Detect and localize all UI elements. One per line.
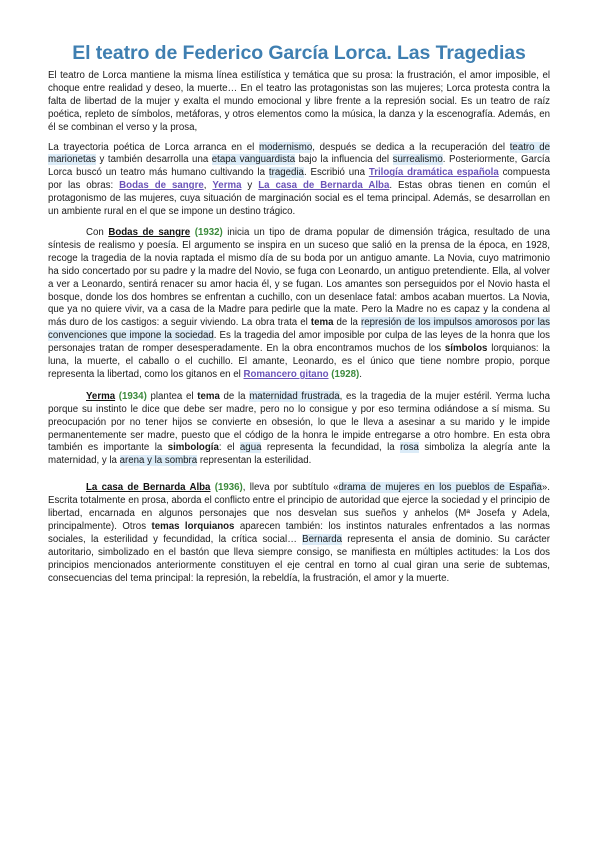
text: plantea el xyxy=(146,390,198,402)
text: lorquianos: la luna, la muerte, el caballo o el cuchillo. El amante, Leonardo, es el único que tiene nombre propio, porque representa la libertad, como los gitanos en el xyxy=(48,343,550,380)
highlight-represion: represión de los impulsos amorosos por las convenciones que impone la sociedad xyxy=(48,317,550,342)
text: Con xyxy=(86,226,109,238)
text: . Estas obras tienen en común el protagonismo de las mujeres, cuya situación de marginación social es el tema principal. Además, se desarrollan en un ambiente rural en el que se impone un destino trágico. xyxy=(48,180,550,218)
highlight-modernismo: modernismo xyxy=(258,141,313,153)
text: La trayectoria poética de Lorca arranca en el xyxy=(48,141,259,153)
link-romancero-gitano[interactable]: Romancero gitano xyxy=(243,368,329,380)
page-title: El teatro de Federico García Lorca. Las Tragedias xyxy=(72,42,526,64)
text: y también desarrolla una xyxy=(95,154,212,166)
text: , xyxy=(203,180,213,192)
bold-simbolos: símbolos xyxy=(444,343,488,355)
highlight-subtitulo: drama de mujeres en los pueblos de España xyxy=(338,482,542,494)
text: , lleva por subtítulo « xyxy=(242,482,339,494)
highlight-agua: agua xyxy=(239,442,262,454)
paragraph-bernarda-alba xyxy=(48,482,550,585)
highlight-teatro-marionetas: teatro de marionetas xyxy=(48,141,550,166)
link-casa-bernarda-alba[interactable]: La casa de Bernarda Alba xyxy=(258,180,390,192)
text: . Escribió una xyxy=(303,167,369,179)
text: . xyxy=(359,368,362,380)
highlight-etapa-vanguardista: etapa vanguardista xyxy=(211,154,296,166)
text: de la xyxy=(333,317,361,329)
bold-tema: tema xyxy=(197,390,220,402)
work-title-bodas: Bodas de sangre xyxy=(108,226,191,238)
text: . Es la tragedia del amor imposible por culpa de las leyes de la honra que los personajes tratan de romper desesperadamente. En la obra encontramos muchos de los xyxy=(48,330,551,355)
paragraph-bodas-de-sangre xyxy=(48,227,550,382)
text: de la xyxy=(219,390,250,402)
bold-tema: tema xyxy=(310,317,334,329)
text: ». Escrita totalmente en prosa, aborda el conflicto entre el principio de autoridad que ejerce la sociedad y el principio de libertad, encarnada en algunos personajes que nos desvelan sus sueños y anhelos (Mª Josefa y Adela, principalmente). Otros xyxy=(48,482,550,532)
paragraph-trayectoria xyxy=(48,142,550,219)
intro-text: El teatro de Lorca mantiene la misma línea estilística y temática que su prosa: la frustración, el amor imposible, el choque entre realidad y deseo, la muerte… En el teatro las protagonistas son las mujeres; Lorca protesta contra la falta de libertad de la mujer y exalta el mundo emocional y libre frente a la represión social. Es un teatro de raíz poética, repleto de símbolos, metáforas, y otros elementos como la música, la danza y la escenografía. Además, en él se combinan el verso y la prosa, xyxy=(48,70,550,133)
work-title-bernarda: La casa de Bernarda Alba xyxy=(86,482,211,494)
bold-simbologia: simbología xyxy=(167,442,219,454)
paragraph-intro xyxy=(48,70,550,135)
highlight-tragedia: tragedia xyxy=(268,167,304,179)
highlight-arena-sombra: arena y la sombra xyxy=(119,455,198,467)
year-1936: (1936) xyxy=(214,482,243,494)
highlight-rosa: rosa xyxy=(400,442,419,454)
bold-temas-lorquianos: temas lorquianos xyxy=(151,521,235,532)
highlight-maternidad-frustrada: maternidad frustrada xyxy=(249,390,340,402)
text: representa la fecundidad, la xyxy=(261,442,401,454)
text: compuesta por las obras: xyxy=(48,167,550,192)
link-bodas-de-sangre[interactable]: Bodas de sangre xyxy=(119,180,204,192)
text: : el xyxy=(218,442,240,454)
text: simboliza la alegría ante la maternidad, y la xyxy=(48,442,550,467)
text: representan la esterilidad. xyxy=(197,455,312,467)
year-1932: (1932) xyxy=(194,226,223,238)
highlight-bernarda: Bernarda xyxy=(302,533,343,545)
year-1928: (1928) xyxy=(331,368,360,380)
text: bajo la influencia del xyxy=(295,154,393,166)
text: , es la tragedia de la mujer estéril. Yerma lucha porque su instinto le dice que debe ser madre, pero no lo consigue y por eso termina odiándose a sí misma. Su preocupación por no tener hijos se convierte en obsesión, lo que le lleva a asesinar a su marido y le impide permanentemente ser madre, puesto que el código de la honra le impide entregarse a otro hombre. En esta obra también es importante la xyxy=(48,390,551,454)
paragraph-yerma xyxy=(48,391,550,468)
year-1934: (1934) xyxy=(118,390,147,402)
text: representa el ansia de dominio. Su carácter autoritario, simbolizado en el bastón que lleva siempre consigo, se manifiesta en múltiples actitudes: la Los dos principios mencionados anteriormente constituyen el eje central en torno al cual giran una serie de subtemas, consecuencias del tema principal: la represión, la rebeldía, la frustración, el amor y la muerte. xyxy=(48,533,551,584)
highlight-surrealismo: surrealismo xyxy=(392,154,443,166)
work-title-yerma: Yerma xyxy=(86,390,116,402)
link-trilogia[interactable]: Trilogía dramática española xyxy=(368,167,499,179)
text: y xyxy=(241,180,259,192)
link-yerma[interactable]: Yerma xyxy=(212,180,242,192)
text: , después se dedica a la recuperación del xyxy=(312,141,510,153)
text: inicia un tipo de drama popular de dimensión trágica, resultado de una síntesis de realismo y poesía. El argumento se inspira en un suceso que salió en la prensa de la época, en 1928, recoge la tragedia de la novia raptada el mismo día de su boda por un antiguo amante. La Novia, cuyo matrimonio ha sido concertado por su padre y la madre del Novio, se fuga con Leonardo, un antiguo pretendiente. Ella, al volver a ver a Leonardo, sentirá renacer su amor hacia él, y se fugan. Los amantes son perseguidos por el Novio hasta el bosque, donde los dos hombres se enfrentan a cuchillo, con un desenlace fatal: ambos acaban muertos. La Novia, que ya no quiere vivir, va a casa de la Madre para pedirle que la mate. Pero la Madre no es capaz y la condena al más duro de los castigos: a seguir viviendo. La obra trata el xyxy=(48,226,550,329)
text: aparecen también: los instintos naturales enfrentados a las normas sociales, la esterilidad y fecundidad, la crítica social… xyxy=(48,521,550,545)
text: . Posteriormente, García Lorca buscó un teatro más humano cultivando la xyxy=(48,154,551,179)
